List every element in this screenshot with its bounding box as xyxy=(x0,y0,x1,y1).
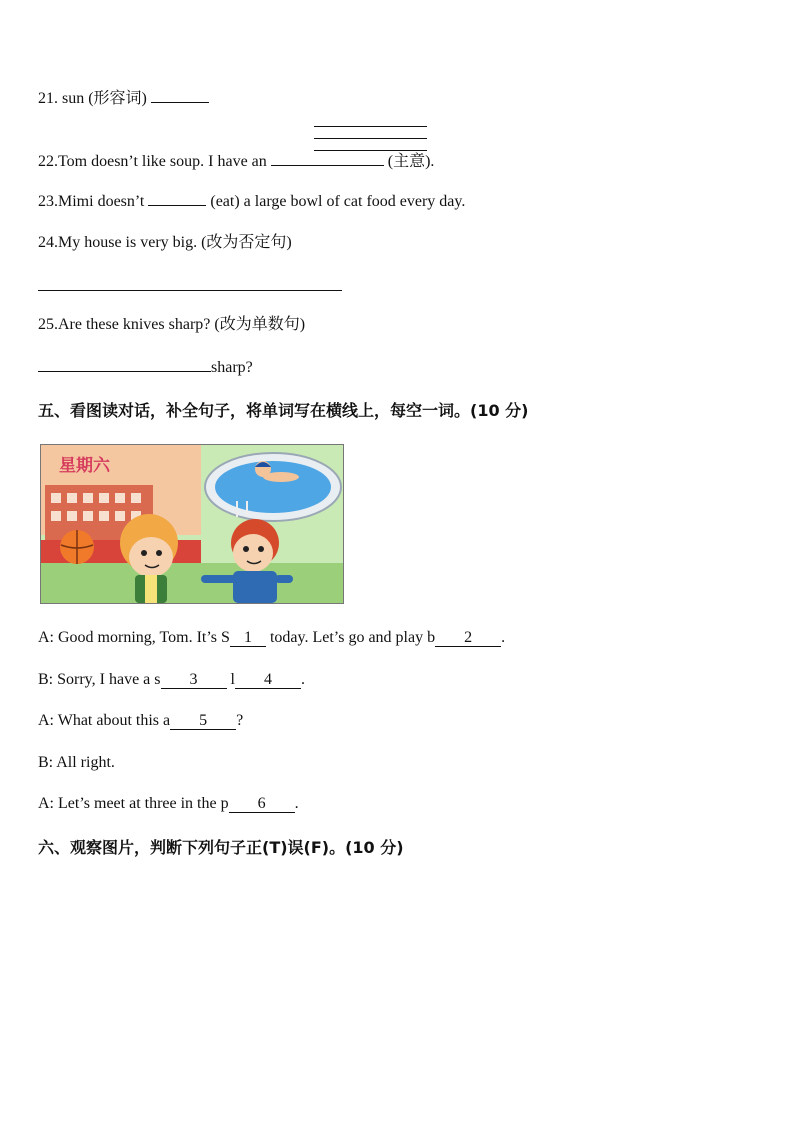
question-25-text: 25.Are these knives sharp? (改为单数句) xyxy=(38,316,306,333)
dialog-text: A: Good morning, Tom. It’s S xyxy=(38,629,230,646)
dialog-text: . xyxy=(501,629,506,646)
dialog-text: today. Let’s go and play b xyxy=(265,629,436,646)
picture-illustration xyxy=(41,445,343,603)
dialog-line-2 xyxy=(38,670,305,690)
dialog-text: B: All right. xyxy=(38,754,115,771)
dialog-text: ? xyxy=(236,712,244,729)
answer-blank-2[interactable]: 2 xyxy=(435,630,501,647)
dialog-text: A: What about this a xyxy=(38,712,171,729)
answer-line[interactable] xyxy=(314,126,427,127)
answer-blank-22[interactable] xyxy=(271,151,384,166)
dialog-text: A: Let’s meet at three in the p xyxy=(38,795,229,812)
answer-suffix-25: sharp? xyxy=(211,359,253,376)
question-23-text-end: (eat) a large bowl of cat food every day. xyxy=(206,193,466,210)
answer-row-25 xyxy=(38,357,253,378)
dialog-line-4 xyxy=(38,753,115,773)
answer-blank-25[interactable] xyxy=(38,357,211,372)
dialog-text: B: Sorry, I have a s xyxy=(38,671,161,688)
answer-line[interactable] xyxy=(314,138,427,139)
dialog-text: . xyxy=(294,795,299,812)
dialog-line-5 xyxy=(38,794,299,814)
section-6-title: 六、观察图片，判断下列句子正(T)误(F)。(10 分) xyxy=(38,838,404,857)
question-23-text: 23.Mimi doesn’t xyxy=(38,193,149,210)
answer-blank-1[interactable]: 1 xyxy=(230,630,266,647)
question-22-text: 22.Tom doesn’t like soup. I have an xyxy=(38,153,271,170)
question-22 xyxy=(38,151,434,172)
question-21-text: 21. sun (形容词) xyxy=(38,90,151,107)
answer-blank-23[interactable] xyxy=(148,191,206,206)
day-label: 星期六 xyxy=(59,456,110,476)
question-22-hint: (主意). xyxy=(383,153,435,170)
question-21 xyxy=(38,88,209,109)
answer-line-24[interactable] xyxy=(38,290,342,291)
dialog-text: . xyxy=(300,671,305,688)
dialog-line-3 xyxy=(38,711,243,731)
answer-blank-6[interactable]: 6 xyxy=(229,796,295,813)
section-5-title: 五、看图读对话，补全句子，将单词写在横线上，每空一词。(10 分) xyxy=(38,401,529,420)
answer-blank-21[interactable] xyxy=(151,88,209,103)
answer-blank-5[interactable]: 5 xyxy=(170,713,236,730)
question-24-text: 24.My house is very big. (改为否定句) xyxy=(38,234,292,251)
question-25 xyxy=(38,315,305,335)
dialog-text: l xyxy=(226,671,235,688)
dialog-line-1 xyxy=(38,628,505,648)
question-23 xyxy=(38,191,465,212)
dialog-picture xyxy=(40,444,344,604)
answer-blank-3[interactable]: 3 xyxy=(161,672,227,689)
question-24 xyxy=(38,233,292,253)
answer-blank-4[interactable]: 4 xyxy=(235,672,301,689)
